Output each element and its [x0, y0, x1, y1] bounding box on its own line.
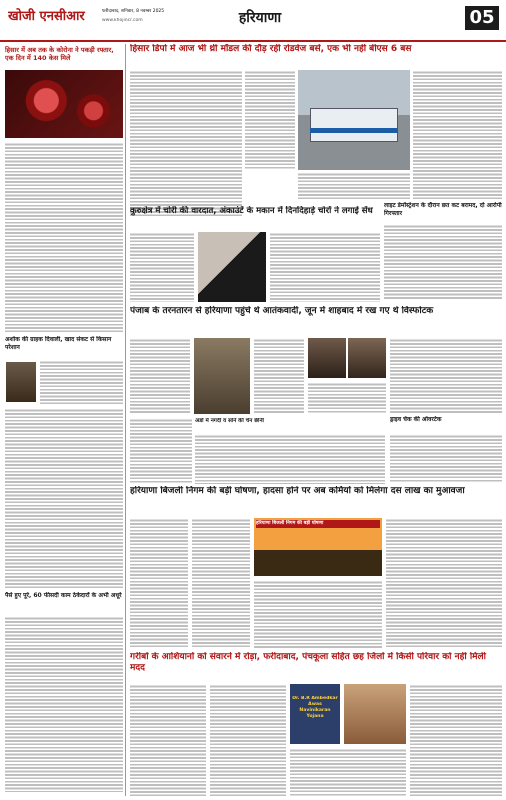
story1-text-b — [245, 70, 295, 170]
bus-body — [310, 108, 398, 142]
story4-text-c — [254, 580, 382, 648]
bus-stripe — [310, 128, 398, 133]
left-headline-2: अशोक की ग्राहक दिवाली, खाद संकट से किसान परेशान — [5, 336, 112, 351]
right-text-1 — [384, 224, 502, 300]
story2-headline: कुरुक्षेत्र में चोरी की वारदात, अंकाउंटें के मकान में दिनदिहाड़े चोरों ने लगाई सेंध — [130, 206, 373, 216]
story5-text-a — [130, 684, 206, 796]
story3-text-a — [130, 338, 190, 414]
scheme-badge-text: Dr. B.R Ambedkar Awas Navinikaran Yojana — [292, 696, 338, 719]
dateline: फरीदाबाद, शनिवार, 8 नवम्बर 2025 — [102, 9, 165, 14]
story5-text-c — [290, 748, 406, 796]
story1-subheadline: लाइट डेमोंस्ट्रेशन के दौरान छत कट बरामद, दो आरोपी गिरफ्तार — [384, 202, 502, 217]
story5-headline: गरीबों के आशियानों को संवारने में रोड़ा, फरीदाबाद, पंचकूला सहित छह जिलों में किसी परिवार को नहीं मिली मदद — [130, 652, 486, 673]
bus-photo — [298, 70, 410, 170]
story2-text-a — [130, 232, 194, 302]
power-photo-caption: हरियाणा बिजली निगम की बड़ी घोषणा — [256, 520, 380, 528]
story3-text-e — [130, 418, 192, 484]
section-title: हरियाणा — [238, 10, 282, 26]
story5-text-d — [410, 684, 502, 796]
person-photo — [6, 362, 36, 402]
left-column — [2, 44, 126, 796]
suspect-photo-1 — [308, 338, 346, 378]
left-headline-3: पैसे हुए पूरे, 60 फीसदी काम ठेकेदारों के अभी अधूरे — [5, 592, 122, 599]
story3-text-d — [390, 338, 502, 414]
story1-text-d — [413, 70, 502, 200]
story3-headline: पंजाब के तरनतारन से हरियाणा पहुंचे थे आतंकवादी, जून में शाहबाद में रख गए थे विस्फोटक — [130, 306, 434, 316]
left-text-2 — [40, 360, 123, 404]
thief-photo — [198, 232, 266, 302]
story3-subheadline-2: अंडों में नगदी व सोने की चेन छीनी — [195, 418, 264, 424]
story4-text-b — [192, 518, 250, 648]
power-lines-photo — [254, 518, 382, 576]
sub-line: www.khojincr.com — [102, 18, 143, 23]
left-text-1 — [5, 142, 123, 332]
left-text-4 — [5, 616, 123, 792]
story3-text-b — [254, 338, 304, 414]
paper-name: खोजी एनसीआर — [8, 9, 85, 24]
police-photo — [194, 338, 250, 414]
left-text-3 — [5, 408, 123, 588]
story3-text-c — [308, 382, 386, 414]
story4-text-a — [130, 518, 188, 648]
story5-text-b — [210, 684, 286, 796]
building-photo — [344, 684, 406, 744]
suspect-photo-2 — [348, 338, 386, 378]
scheme-badge — [290, 684, 340, 744]
masthead — [0, 0, 506, 42]
story1-text-a — [130, 70, 242, 218]
right-text-2 — [390, 434, 502, 482]
story4-text-d — [386, 518, 502, 648]
story2-text-b — [270, 232, 380, 302]
left-headline-1: हिसार में अब तक के कोरोना ने पकड़ी रफ्तार, एक दिन में 140 केस मिले — [5, 46, 114, 62]
story3-subheadline: ड्राइव चेक की ओवरटेक — [390, 416, 442, 423]
story4-headline: हरियाणा बिजली निगम की बड़ी घोषणा, हादसा होने पर अब कर्मियों को मिलेगा दस लाख का मुआवजा — [130, 486, 465, 496]
story3-text-f — [195, 434, 385, 484]
story1-headline: हिसार डिपो में आज भी थ्री मॉडल की दौड़ रही रोडवेज बसें, एक भी नहीं बीएस 6 बस — [130, 44, 412, 54]
story1-text-c — [298, 172, 410, 200]
page-number: 05 — [465, 6, 499, 30]
virus-photo — [5, 70, 123, 138]
